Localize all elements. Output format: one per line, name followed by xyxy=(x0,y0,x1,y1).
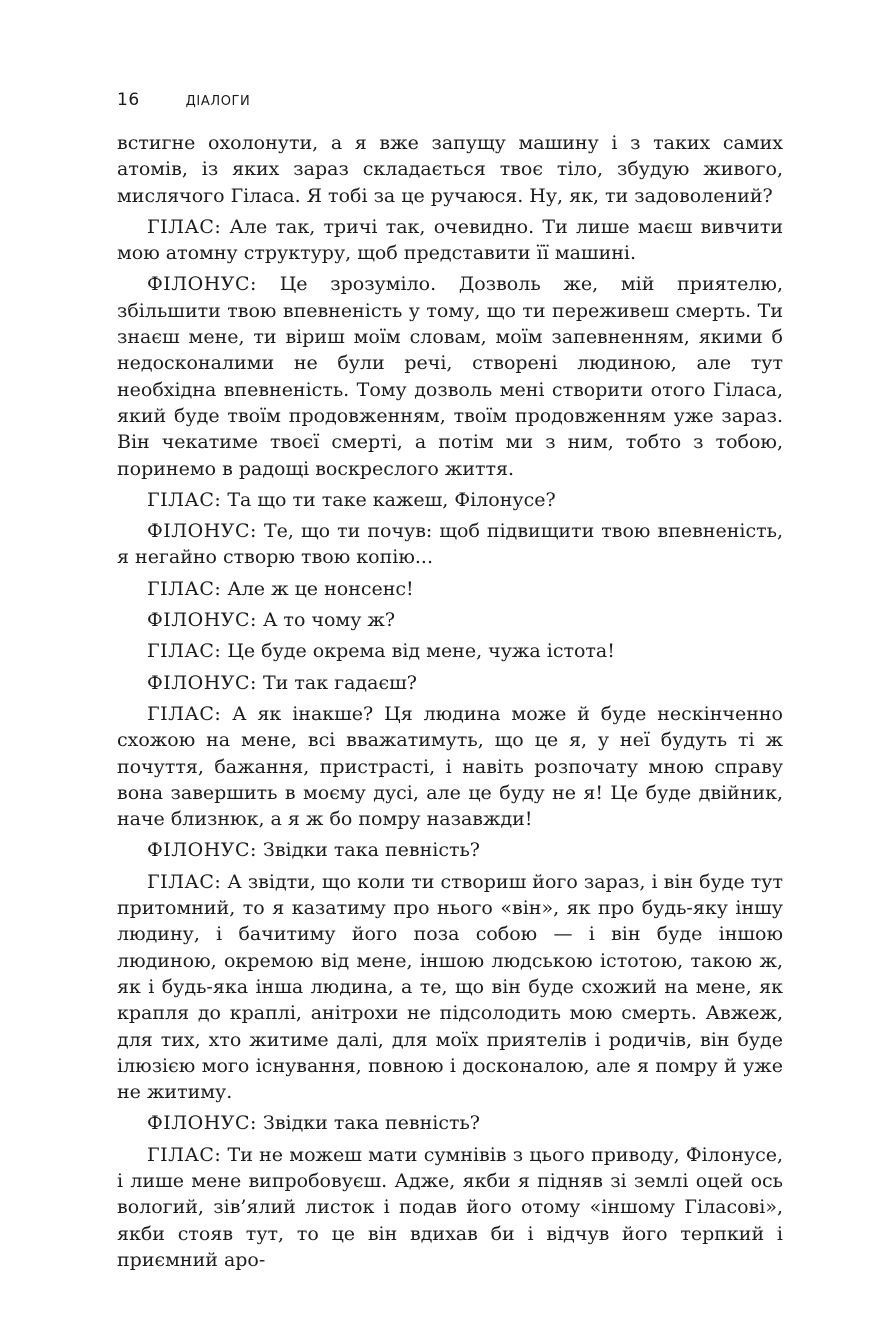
paragraph-text: Звідки така певність? xyxy=(263,839,480,862)
page-number: 16 xyxy=(117,90,140,110)
speaker-label: ФІЛОНУС: xyxy=(147,839,257,862)
paragraph-text: Ти не можеш мати сумнівів з цього приводу, Філонусе, і лише мене випробовуєш. Адже, якби я підняв зі землі оцей ось вологий, зів’ялий листок і подав його отому «іншому Гіласові», якби стояв тут, то це він вдихав би і відчув його терпкий і приємний аро- xyxy=(117,1143,783,1271)
speaker-label: ФІЛОНУС: xyxy=(147,1112,257,1135)
paragraph xyxy=(117,271,783,481)
paragraph xyxy=(117,130,783,209)
speaker-label: ФІЛОНУС: xyxy=(147,671,257,694)
paragraph-text: Це буде окрема від мене, чужа істота! xyxy=(227,640,615,663)
paragraph-text: А звідти, що коли ти створиш його зараз, і він буде тут притомний, то я казатиму про нього «він», як про будь-яку іншу людину, і бачитиму його поза собою — і він буде іншою людиною, окремою від мене, іншою людською істотою, такою ж, як і будь-яка інша людина, а те, що він буде схожий на мене, як крапля до краплі, анітрохи не підсолодить мою смерть. Авжеж, для тих, хто житиме далі, для моїх приятелів і родичів, він буде ілюзією мого існування, повною і досконалою, але я помру й уже не житиму. xyxy=(117,870,783,1104)
page-header xyxy=(117,90,250,114)
paragraph-text: А то чому ж? xyxy=(263,609,396,632)
speaker-label: ФІЛОНУС: xyxy=(147,609,257,632)
paragraph-text: встигне охолонути, а я вже запущу машину і з таких самих атомів, із яких зараз складається твоє тіло, збудую живого, мислячого Гіласа. Я тобі за це ручаюся. Ну, як, ти задоволений? xyxy=(117,132,783,207)
speaker-label: ГІЛАС: xyxy=(147,488,222,511)
paragraph xyxy=(117,869,783,1106)
paragraph-text: А як інакше? Ця людина може й буде нескінченно схожою на мене, всі вважатимуть, що це я, у неї будуть ті ж почуття, бажання, пристрасті, і навіть розпочату мною справу вона завершить в моєму дусі, але це буду не я! Це буде двійник, наче близнюк, а я ж бо помру назавжди! xyxy=(117,702,783,831)
paragraph xyxy=(117,487,783,513)
paragraph xyxy=(117,837,783,863)
paragraph xyxy=(117,1142,783,1273)
paragraph xyxy=(117,576,783,602)
speaker-label: ФІЛОНУС: xyxy=(147,273,257,296)
speaker-label: ГІЛАС: xyxy=(147,702,222,725)
speaker-label: ГІЛАС: xyxy=(147,870,222,893)
speaker-label: ФІЛОНУС: xyxy=(147,520,257,543)
speaker-label: ГІЛАС: xyxy=(147,640,222,663)
paragraph xyxy=(117,607,783,633)
running-title: ДІАЛОГИ xyxy=(185,94,251,109)
paragraph-text: Ти так гадаєш? xyxy=(263,671,417,694)
paragraph xyxy=(117,518,783,571)
speaker-label: ГІЛАС: xyxy=(147,577,222,600)
body-text xyxy=(117,130,783,1278)
paragraph-text: Та що ти таке кажеш, Філонусе? xyxy=(227,488,556,511)
paragraph xyxy=(117,638,783,664)
speaker-label: ГІЛАС: xyxy=(147,1143,222,1166)
paragraph xyxy=(117,701,783,832)
speaker-label: ГІЛАС: xyxy=(147,215,222,238)
paragraph-text: Те, що ти почув: щоб підвищити твою впевненість, я негайно створю твою копію... xyxy=(117,520,783,569)
paragraph-text: Це зрозуміло. Дозволь же, мій приятелю, збільшити твою впевненість у тому, що ти переживеш смерть. Ти знаєш мене, ти віриш моїм словам, моїм запевненням, якими б недосконалими не були речі, створені людиною, але тут необхідна впевненість. Тому дозволь мені створити отого Гіласа, який буде твоїм продовженням, твоїм продовженням уже зараз. Він чекатиме твоєї смерті, а потім ми з ним, тобто з тобою, поринемо в радощі воскреслого життя. xyxy=(117,273,783,480)
paragraph-text: Звідки така певність? xyxy=(263,1112,480,1135)
paragraph xyxy=(117,214,783,267)
paragraph xyxy=(117,1110,783,1136)
paragraph-text: Але ж це нонсенс! xyxy=(227,577,414,600)
paragraph xyxy=(117,670,783,696)
paragraph-text: Але так, тричі так, очевидно. Ти лише маєш вивчити мою атомну структуру, щоб представити її машині. xyxy=(117,215,783,265)
